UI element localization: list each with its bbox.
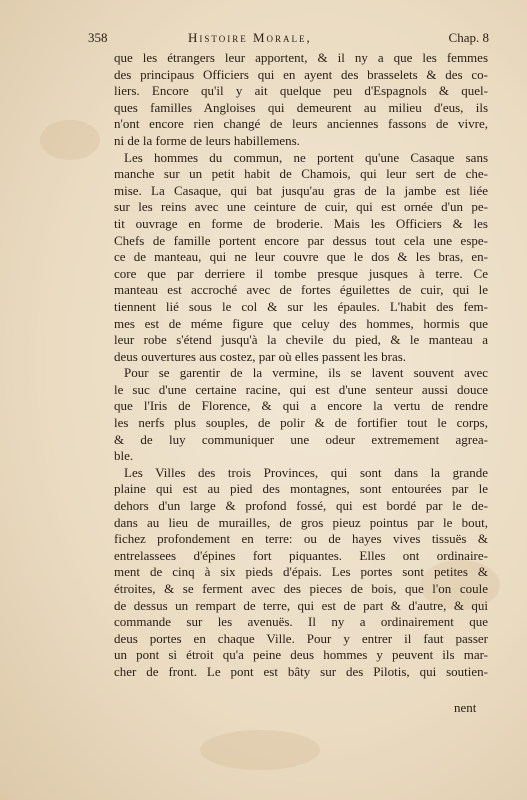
- text-line: mes est de méme figure que celuy des hommes, hormis que: [114, 315, 488, 331]
- text-line: ni de la forme de leurs habillemens.: [114, 132, 300, 148]
- text-line: que l'Iris de Florence, & qui a encore la vertu de rendre: [114, 398, 488, 414]
- text-line: dehors d'un large & profond fossé, qui est bordé par le de-: [114, 498, 488, 514]
- running-title: Histoire Morale,: [188, 30, 312, 45]
- text-line: deus ouvertures aus costez, par où elles passent les bras.: [114, 348, 407, 364]
- text-line: core que par derriere il tombe presque jusques à terre. Ce: [114, 265, 488, 281]
- paper-stain: [40, 120, 100, 160]
- text-line: liers. Encore qu'il y ait quelque peu d'Espagnols & quel-: [114, 83, 488, 99]
- paper-stain: [200, 730, 320, 770]
- text-line: entrelassees d'épines fort piquantes. Elles ont ordinaire-: [114, 547, 488, 563]
- text-line: Chefs de famille portent encore par dessus tout cela une espe-: [114, 232, 488, 248]
- text-line: tiennent lié sous le col & sur les épaules. L'habit des fem-: [114, 298, 488, 314]
- text-line: manche sur un petit habit de Chamois, qui leur sert de che-: [114, 166, 488, 182]
- text-line: cher de front. Le pont est bâty sur des Pilotis, qui soutien-: [114, 663, 488, 679]
- text-line: ble.: [114, 448, 134, 464]
- text-line: des principaus Officiers qui en ayent des brasselets & des co-: [114, 66, 488, 82]
- text-line: manteau est accroché avec de fortes éguilettes de cuir, qui le: [114, 282, 488, 298]
- text-line: tit ouvrage en forme de broderie. Mais les Officiers & les: [114, 215, 488, 231]
- text-line: plaine qui est au pied des montagnes, sont entourées par le: [114, 481, 488, 497]
- text-line: ment de cinq à six pieds d'épais. Les portes sont petites &: [114, 564, 488, 580]
- text-line: sur les reins avec une ceinture de cuir, qui est ornée d'un pe-: [114, 199, 488, 215]
- text-line: Les hommes du commun, ne portent qu'une Casaque sans: [124, 149, 488, 165]
- text-line: n'ont encore rien changé de leurs anciennes fassons de vivre,: [114, 116, 488, 132]
- text-line: étroites, & se ferment avec des pieces de bois, que l'on coule: [114, 581, 488, 596]
- text-line: Les Villes des trois Provinces, qui sont dans la grande: [124, 464, 488, 480]
- text-line: un pont si étroit qu'a peine deus hommes y peuvent ils mar-: [114, 647, 488, 663]
- page-number: 358: [88, 30, 108, 45]
- text-line: leur robe s'étend jusqu'à la chevile du pied, & le manteau a: [114, 332, 488, 348]
- catchword: nent: [454, 700, 477, 715]
- text-line: fichez profondement en terre: ou de hayes vives tissuës &: [114, 531, 488, 547]
- text-line: dans au lieu de murailles, de gros pieuz pointus par le bout,: [114, 514, 488, 530]
- text-line: & de luy communiquer une odeur extremement agrea-: [114, 431, 488, 447]
- text-line: les nerfs plus souples, de polir & de fortifier tout le corps,: [114, 415, 488, 431]
- body-text: [114, 50, 488, 681]
- text-line: ques familles Angloises qui demeurent au milieu d'eus, ils: [114, 99, 488, 115]
- text-line: que les étrangers leur apportent, & il ny a que les femmes: [114, 50, 488, 65]
- text-line: ce de manteau, qui ne leur couvre que le dos & les bras, en-: [114, 249, 488, 265]
- text-line: mise. La Casaque, qui bat jusqu'au gras de la jambe est liée: [114, 182, 488, 198]
- text-line: le suc d'une certaine racine, qui est d'une senteur aussi douce: [114, 381, 488, 397]
- text-line: commande sur les avenuës. Il ny a ordinairement que: [114, 614, 488, 630]
- running-header: [88, 30, 489, 50]
- chapter-label: Chap. 8: [448, 30, 489, 45]
- text-line: Pour se garentir de la vermine, ils se lavent souvent avec: [124, 365, 488, 381]
- text-line: deus portes en chaque Ville. Pour y entrer il faut passer: [114, 630, 488, 646]
- text-line: de dessus un rempart de terre, qui est de part & d'autre, & qui: [114, 597, 488, 613]
